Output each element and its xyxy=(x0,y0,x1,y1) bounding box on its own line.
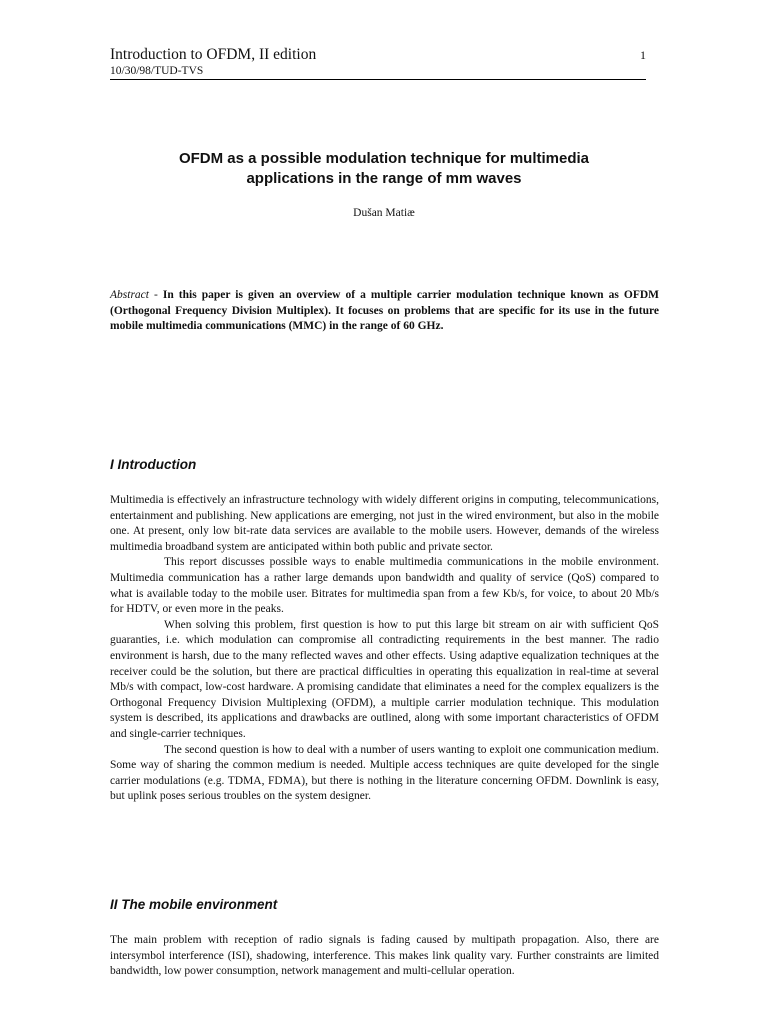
paper-title-line-2: applications in the range of mm waves xyxy=(246,170,522,187)
paragraph: The main problem with reception of radio signals is fading caused by multipath propagation. Also, there are intersymbol interference (ISI), shadowing, interference. This makes link quality vary. Further constraints are limited bandwidth, low power consumption, network management and multi-cellular operation. xyxy=(110,934,659,978)
header-date-line: 10/30/98/TUD-TVS xyxy=(110,65,204,77)
paragraph: This report discusses possible ways to enable multimedia communications in the mobile environment. Multimedia communication has a rather large demands upon bandwidth and quality of service (QoS) compared to what is available today to the mobile user. Bitrates for multimedia span from a few Kb/s, for voice, to about 20 Mb/s for HDTV, or even more in the peaks. xyxy=(110,556,659,616)
header-title: Introduction to OFDM, II edition xyxy=(110,46,317,63)
paragraph: The second question is how to deal with a number of users wanting to exploit one communication medium. Some way of sharing the common medium is needed. Multiple access techniques are quite developed for the single carrier modulations (e.g. TDMA, FDMA), but there is nothing in the literature concerning OFDM. Downlink is easy, but uplink poses serious troubles on the system designer. xyxy=(110,743,659,803)
page-header xyxy=(110,45,646,80)
section-heading-mobile-environment: II The mobile environment xyxy=(110,897,278,912)
paragraph: Multimedia is effectively an infrastructure technology with widely different origins in computing, telecommunications, entertainment and publishing. New applications are emerging, not just in the wired environment, but also in the mobile one. At present, only low bit-rate data services are available to the mobile users. However, demands of the wireless multimedia broadband system are anticipated within both public and private sector. xyxy=(110,494,659,553)
paragraph: When solving this problem, first question is how to put this large bit stream on air with sufficient QoS guaranties, i.e. which modulation can compromise all contradicting requirements in the best manner. The radio environment is harsh, due to the many reflected waves and other effects. Using adaptive equalization techniques at the receiver could be the solution, but there are practical difficulties in operating this equalization in real-time at several Mb/s with compact, low-cost hardware. A promising candidate that eliminates a need for the complex equalizers is the Orthogonal Frequency Division Multiplexing (OFDM), a multiple carrier modulation technique. This modulation system is described, its applications and drawbacks are outlined, along with some important characteristics of OFDM and single-carrier techniques. xyxy=(110,618,659,740)
paper-author: Dušan Matiæ xyxy=(353,207,415,219)
paper-title-line-1: OFDM as a possible modulation technique for multimedia xyxy=(178,150,590,167)
header-rule xyxy=(110,79,646,80)
section-heading-introduction: I Introduction xyxy=(110,457,197,472)
section-body-introduction xyxy=(110,493,659,805)
page-number: 1 xyxy=(640,48,646,62)
paper-title xyxy=(110,149,658,189)
section-body-mobile-environment xyxy=(110,933,659,980)
abstract-text: In this paper is given an overview of a multiple carrier modulation technique known as OFDM (Orthogonal Frequency Division Multiplex). It focuses on problems that are specific for its use in the future mobile multimedia communications (MMC) in the range of 60 GHz. xyxy=(110,289,660,332)
abstract-label: Abstract - xyxy=(110,289,158,301)
abstract xyxy=(110,288,659,335)
